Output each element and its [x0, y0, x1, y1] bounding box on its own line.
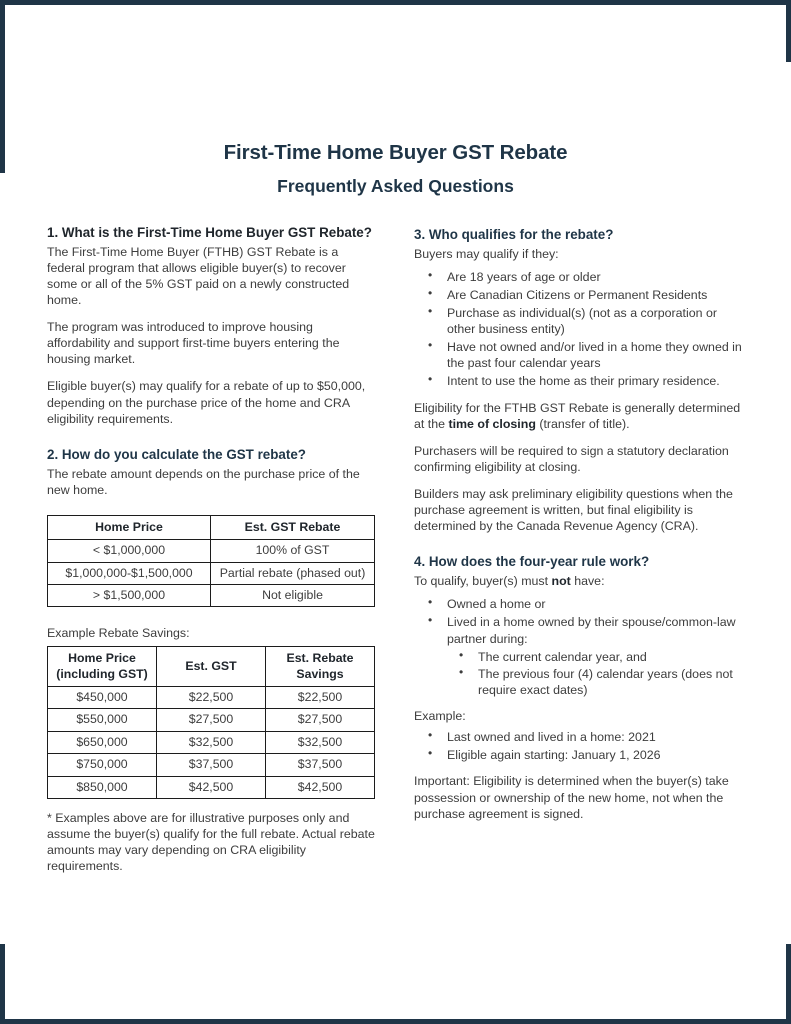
sub-list-item: • The previous four (4) calendar years (does not require exact dates)	[447, 666, 744, 698]
header-line-2: (including GST)	[56, 666, 148, 681]
column-header-est-gst: Est. GST	[157, 647, 266, 687]
cell-home-price: < $1,000,000	[48, 540, 211, 562]
question-1-paragraph-1: The First-Time Home Buyer (FTHB) GST Rebate is a federal program that allows eligible buyer(s) to recover some or all of the 5% GST paid on a newly constructed home.	[47, 244, 350, 307]
qualification-bullet-list	[414, 269, 744, 390]
sub-list-item: • The current calendar year, and	[447, 649, 744, 665]
column-header-est-gst-rebate: Est. GST Rebate	[211, 515, 375, 539]
table-row	[48, 687, 375, 709]
cell-est-gst: $22,500	[157, 687, 266, 709]
question-1-paragraph-2: The program was introduced to improve housing affordability and support first-time buyers entering the housing market.	[47, 320, 340, 367]
paragraph-text-before-bold: Eligibility for the FTHB GST Rebate is generally determined at the	[414, 400, 741, 431]
cell-home-price: $650,000	[48, 731, 157, 753]
cell-home-price: $450,000	[48, 687, 157, 709]
list-item: • Are 18 years of age or older	[414, 269, 744, 285]
cell-est-gst: $32,500	[157, 731, 266, 753]
cell-home-price: $1,000,000-$1,500,000	[48, 562, 211, 584]
list-item: • Are Canadian Citizens or Permanent Residents	[414, 287, 744, 303]
cell-est-rebate-savings: $22,500	[266, 687, 375, 709]
question-1-paragraph-3: Eligible buyer(s) may qualify for a rebate of up to $50,000, depending on the purchase price of the home and CRA eligibility requirements.	[47, 379, 366, 426]
list-item: • Purchase as individual(s) (not as a corporation or other business entity)	[414, 305, 744, 337]
cell-est-rebate-savings: $32,500	[266, 731, 375, 753]
question-4-important-note: Important: Eligibility is determined when the buyer(s) take possession or ownership of the new home, not when the purchase agreement is signed.	[414, 774, 729, 821]
question-1-heading: 1. What is the First-Time Home Buyer GST Rebate?	[47, 224, 372, 240]
question-3-heading: 3. Who qualifies for the rebate?	[414, 226, 614, 242]
two-column-body	[22, 196, 769, 875]
examples-footnote: * Examples above are for illustrative purposes only and assume the buyer(s) qualify for the full rebate. Actual rebate amounts may vary depending on CRA eligibility requirements.	[47, 810, 375, 874]
column-header-home-price-including-gst	[48, 647, 157, 687]
table-row	[48, 731, 375, 753]
example-rebate-savings-caption: Example Rebate Savings:	[47, 626, 190, 641]
table-row	[48, 754, 375, 776]
cell-home-price: $850,000	[48, 776, 157, 798]
cell-rebate: 100% of GST	[211, 540, 375, 562]
example-rebate-savings-table	[47, 646, 375, 799]
paragraph-bold-phrase: time of closing	[448, 416, 536, 431]
intro-bold-phrase: not	[551, 574, 571, 589]
list-item: • Intent to use the home as their primary residence.	[414, 373, 744, 389]
table-row	[48, 584, 375, 606]
table-row	[48, 562, 375, 584]
cell-rebate: Not eligible	[211, 584, 375, 606]
four-year-rule-sub-bullet-list	[447, 649, 744, 698]
question-3-paragraph-2: Purchasers will be required to sign a statutory declaration confirming eligibility at closing.	[414, 443, 729, 474]
table-spacer	[47, 611, 377, 625]
table-row	[48, 776, 375, 798]
cell-est-rebate-savings: $27,500	[266, 709, 375, 731]
cell-est-gst: $27,500	[157, 709, 266, 731]
question-2-paragraph-1: The rebate amount depends on the purchase price of the new home.	[47, 466, 360, 497]
table-row	[48, 709, 375, 731]
cell-est-rebate-savings: $42,500	[266, 776, 375, 798]
list-item: • Have not owned and/or lived in a home they owned in the past four calendar years	[414, 339, 744, 371]
intro-text-after-bold: have:	[570, 574, 605, 589]
table-spacer	[47, 505, 377, 515]
question-4-heading: 4. How does the four-year rule work?	[414, 554, 650, 570]
header-line-1: Home Price	[68, 651, 136, 666]
column-header-home-price: Home Price	[48, 515, 211, 539]
question-4-intro	[414, 573, 744, 589]
question-3-paragraph-1	[414, 400, 744, 432]
cell-est-rebate-savings: $37,500	[266, 754, 375, 776]
cell-rebate: Partial rebate (phased out)	[211, 562, 375, 584]
document-subtitle: Frequently Asked Questions	[277, 175, 514, 196]
gst-rates-table	[47, 515, 375, 607]
question-3-intro: Buyers may qualify if they:	[414, 246, 559, 261]
header-line-1: Est. Rebate	[286, 651, 354, 666]
four-year-rule-example-list	[414, 729, 744, 763]
question-2-heading: 2. How do you calculate the GST rebate?	[47, 446, 306, 462]
cell-home-price: $550,000	[48, 709, 157, 731]
list-item: • Last owned and lived in a home: 2021	[414, 729, 744, 745]
column-header-est-rebate-savings	[266, 647, 375, 687]
header-line-2: Savings	[296, 666, 344, 681]
list-item-label: Lived in a home owned by their spouse/common-law partner during:	[447, 615, 736, 646]
document-title: First-Time Home Buyer GST Rebate	[223, 141, 568, 164]
cell-est-gst: $42,500	[157, 776, 266, 798]
cell-est-gst: $37,500	[157, 754, 266, 776]
intro-text-before-bold: To qualify, buyer(s) must	[414, 574, 552, 589]
list-item: • Eligible again starting: January 1, 2026	[414, 747, 744, 763]
list-item: • Owned a home or	[414, 596, 744, 612]
cell-home-price: $750,000	[48, 754, 157, 776]
four-year-rule-bullet-list	[414, 596, 744, 698]
left-column	[47, 224, 377, 875]
table-header-row	[48, 515, 375, 539]
paragraph-text-after-bold: (transfer of title).	[535, 416, 630, 431]
right-column	[414, 224, 744, 833]
question-3-paragraph-3: Builders may ask preliminary eligibility questions when the purchase agreement is written, but final eligibility is determined by the Canada Revenue Agency (CRA).	[414, 487, 733, 534]
four-year-rule-example-caption: Example:	[414, 709, 466, 724]
list-item	[414, 614, 744, 698]
cell-home-price: > $1,500,000	[48, 584, 211, 606]
table-row	[48, 540, 375, 562]
table-header-row	[48, 647, 375, 687]
